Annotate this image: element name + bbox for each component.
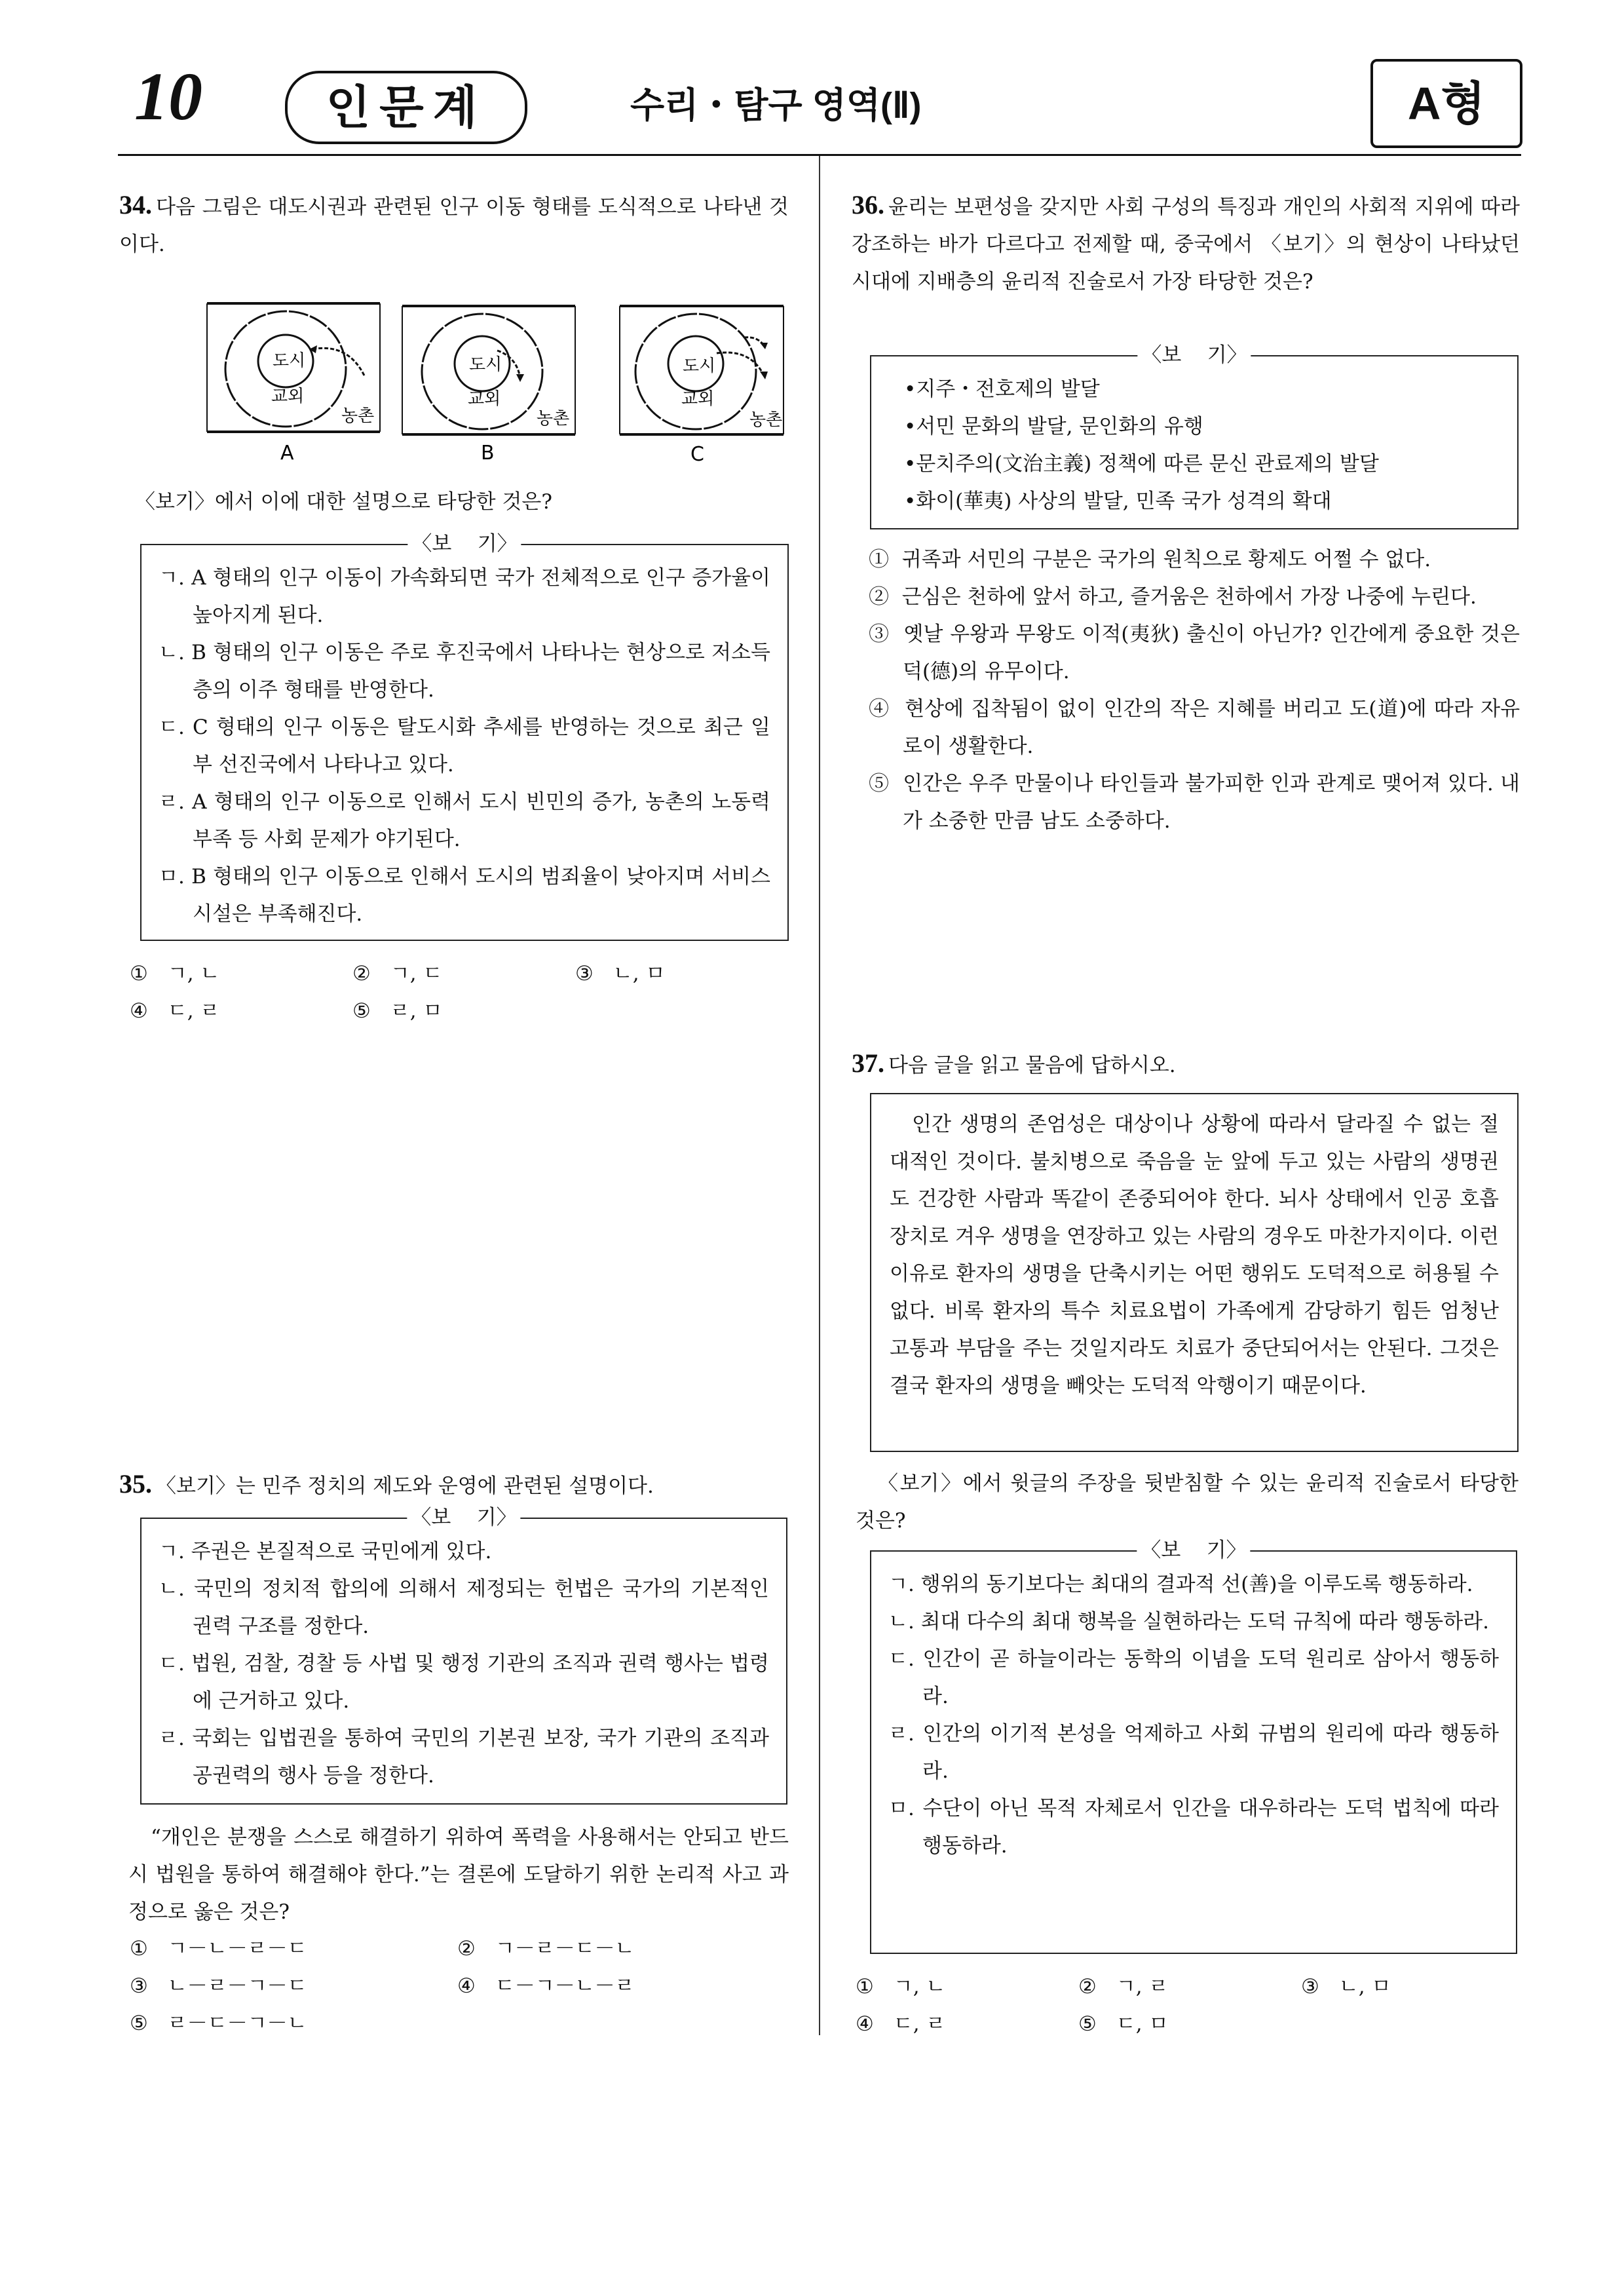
text-span: ㄷ. [159,1652,185,1675]
text-span: ㄷ. [888,1647,915,1671]
column-divider [819,156,820,2035]
text-span: ⑤ [1078,2012,1097,2036]
answer-option-4[interactable] [856,2006,1078,2043]
answer-option-1[interactable] [130,1930,457,1968]
text-span: ② [1078,1975,1097,1999]
text-span: ㄴ. [888,1610,915,1634]
text-span: ㄱ, ㄴ [893,1975,946,1999]
text-span: 인간은 우주 만물이나 타인들과 불가피한 인과 관계로 맺어져 있다. 내가 소중한 만큼 남도 소중하다. [903,772,1520,833]
question-number: 34. [119,190,152,220]
bogi-item: •문치주의(文治主義) 정책에 따른 문신 관료제의 발달 [904,452,1379,476]
text-span: 최대 다수의 최대 행복을 실현하라는 도덕 규칙에 따라 행동하라. [920,1610,1489,1634]
answer-option-1[interactable] [856,1968,1078,2006]
text-span: ① [130,1937,148,1961]
city-label: 도시 [683,356,716,376]
bogi-item [888,1790,1499,1865]
text-span: ③ [1301,1975,1319,1999]
text-span: ㄹ. [159,790,185,814]
question-35-bogi-box [140,1506,787,1805]
question-35-stem [119,1465,789,1505]
question-37-bogi-box [870,1539,1517,1954]
text-span: ⑤ [130,2012,148,2035]
answer-option-3[interactable] [869,616,1520,691]
question-36-stem [852,186,1520,301]
answer-option-4[interactable] [130,993,352,1030]
answer-option-2[interactable] [457,1930,785,1968]
question-34-stem [119,186,789,263]
urban-migration-figure [203,298,786,469]
bogi-item: •서민 문화의 발달, 문인화의 유행 [904,415,1203,438]
bogi-label: 〈보 기〉 [1137,342,1251,368]
panel-a [207,303,380,465]
question-37-passage-box [870,1093,1519,1452]
city-label: 도시 [273,351,306,371]
text-span: ④ [856,2012,874,2036]
text-span: ㄹ, ㅁ [390,999,443,1023]
text-span: ㄷ. [159,716,185,739]
answer-option-2[interactable] [352,955,575,993]
text-span: ⑤ [869,772,890,795]
text-span: ㄹ－ㄷ－ㄱ－ㄴ [167,2012,307,2035]
text-span: ㄴ, ㅁ [613,962,666,985]
text-span: A 형태의 인구 이동이 가속화되면 국가 전체적으로 인구 증가율이 높아지게 된다. [191,566,770,627]
text-span: ③ [575,962,594,985]
text-span: ⑤ [352,999,371,1023]
text-span: ㅁ. [888,1797,915,1820]
suburb-label: 교외 [681,389,715,409]
question-36-options [869,541,1520,840]
bogi-item: •화이(華夷) 사상의 발달, 민족 국가 성격의 확대 [904,489,1332,513]
text-span: ㄴ. [159,641,185,664]
text-span: ㄴ－ㄹ－ㄱ－ㄷ [167,1974,307,1998]
text-span: ① [869,548,889,571]
question-34-bogi-box [140,532,789,941]
text-span: B 형태의 인구 이동으로 인해서 도시의 범죄율이 낮아지며 서비스 시설은 부족해진다. [191,865,770,926]
passage-text: 인간 생명의 존엄성은 대상이나 상황에 따라서 달라질 수 없는 절대적인 것이다. 불치병으로 죽음을 눈 앞에 두고 있는 사람의 생명권도 건강한 사람과 똑같이 존중되어야 한다. 뇌사 상태에서 인공 호흡 장치로 겨우 생명을 연장하고 있는 사람의 경우도 마찬가지이다. 이런 이유로 환자의 생명을 단축시키는 어떤 행위도 도덕적으로 허용될 수 없다. 비록 환자의 특수 치료요법이 가족에게 감당하기 힘든 엄청난 고통과 부담을 주는 것일지라도 치료가 중단되어서는 안된다. 그것은 결국 환자의 생명을 빼앗는 도덕적 악행이기 때문이다. [890,1113,1499,1398]
text-span: B 형태의 인구 이동은 주로 후진국에서 나타나는 현상으로 저소득층의 이주 형태를 반영한다. [191,641,770,702]
bogi-item [159,1533,769,1571]
bogi-item [159,858,770,933]
answer-option-3[interactable] [130,1968,457,2005]
question-35-options [130,1930,785,2042]
text-span: 수단이 아닌 목적 자체로서 인간을 대우하라는 도덕 법칙에 따라 행동하라. [922,1797,1499,1858]
text-span: ㄱ－ㄴ－ㄹ－ㄷ [167,1937,307,1961]
text-span: ② [457,1937,476,1961]
answer-option-2[interactable] [1078,1968,1301,2006]
text-span: ③ [130,1974,148,1998]
bogi-item: •지주・전호제의 발달 [904,377,1100,401]
answer-option-4[interactable] [869,691,1520,765]
answer-option-2[interactable] [869,579,1520,616]
bogi-item [159,634,770,709]
panel-label: A [280,442,294,465]
bogi-item [159,1571,769,1645]
text-span: 국민의 정치적 합의에 의해서 제정되는 헌법은 국가의 기본적인 권력 구조를 정한다. [193,1577,769,1638]
bogi-label: 〈보 기〉 [1137,1537,1250,1563]
text-span: 법원, 검찰, 경찰 등 사법 및 행정 기관의 조직과 권력 행사는 법령에 근거하고 있다. [191,1652,770,1713]
text-span: ㄱ－ㄹ－ㄷ－ㄴ [495,1937,635,1961]
question-34-prompt: 〈보기〉에서 이에 대한 설명으로 타당한 것은? [135,490,552,514]
text-span: ② [869,585,889,609]
exam-type-badge: A형 [1370,59,1522,148]
text-span: ㄴ, ㅁ [1338,1975,1391,1999]
text-span: 주권은 본질적으로 국민에게 있다. [191,1540,492,1563]
question-35-prompt: “개인은 분쟁을 스스로 해결하기 위하여 폭력을 사용해서는 안되고 반드시 법원을 통하여 해결해야 한다.”는 결론에 도달하기 위한 논리적 사고 과정으로 옳은 것은? [128,1826,789,1924]
bogi-item [159,709,770,784]
city-label: 도시 [469,355,502,375]
question-36-bogi-box [870,343,1519,529]
question-37-stem [852,1044,1520,1084]
text-span: ㄱ, ㄹ [1116,1975,1169,1999]
bogi-item [159,560,770,634]
bogi-item [888,1566,1499,1603]
bogi-item [888,1715,1499,1790]
panel-label: C [690,443,704,466]
text-span: ㅁ. [159,865,185,889]
text-span: 귀족과 서민의 구분은 국가의 원칙으로 황제도 어쩔 수 없다. [901,548,1431,571]
stem-text: 윤리는 보편성을 갖지만 사회 구성의 특징과 개인의 사회적 지위에 따라 강조하는 바가 다르다고 전제할 때, 중국에서 〈보기〉의 현상이 나타났던 시대에 지배층의 윤리적 진술로서 가장 타당한 것은? [852,195,1520,294]
bogi-item [888,1603,1499,1641]
page-number: 10 [134,59,202,134]
bogi-item [159,1645,769,1720]
text-span: 옛날 우왕과 무왕도 이적(夷狄) 출신이 아닌가? 인간에게 중요한 것은 덕(德)의 유무이다. [903,622,1520,683]
answer-option-1[interactable] [869,541,1520,579]
bogi-item [159,1720,769,1795]
text-span: ① [856,1975,874,1999]
text-span: ③ [869,622,890,646]
text-span: ㄱ. [159,566,185,590]
answer-option-3[interactable] [575,955,785,993]
text-span: ② [352,962,371,985]
answer-option-3[interactable] [1301,1968,1517,2006]
stem-text: 〈보기〉는 민주 정치의 제도와 운영에 관련된 설명이다. [156,1474,654,1498]
suburb-label: 교외 [271,387,305,406]
bogi-label: 〈보 기〉 [407,531,521,557]
bogi-label: 〈보 기〉 [407,1504,520,1531]
text-span: ㄷ－ㄱ－ㄴ－ㄹ [495,1974,635,1998]
text-span: 행위의 동기보다는 최대의 결과적 선(善)을 이루도록 행동하라. [920,1573,1473,1596]
bogi-item [888,1641,1499,1715]
question-37-prompt: 〈보기〉에서 윗글의 주장을 뒷받침할 수 있는 윤리적 진술로서 타당한 것은? [856,1472,1519,1533]
rural-label: 농촌 [749,410,783,430]
text-span: 인간의 이기적 본성을 억제하고 사회 규범의 원리에 따라 행동하라. [922,1722,1499,1783]
answer-option-5[interactable] [1078,2006,1301,2043]
rural-label: 농촌 [537,409,570,429]
panel-b [402,306,575,465]
text-span: ㄹ. [888,1722,915,1746]
text-span: ㄴ. [159,1577,185,1601]
stem-text: 다음 글을 읽고 물음에 답하시오. [888,1054,1176,1077]
text-span: ㄱ, ㄷ [390,962,443,985]
question-34-options [130,955,785,1030]
text-span: ④ [457,1974,476,1998]
stem-text: 다음 그림은 대도시권과 관련된 인구 이동 형태를 도식적으로 나타낸 것이다. [119,195,789,256]
question-number: 37. [852,1048,884,1078]
text-span: ① [130,962,148,985]
text-span: ㄷ, ㄹ [893,2012,946,2036]
subject-badge: 인문계 [285,71,527,144]
text-span: 국회는 입법권을 통하여 국민의 기본권 보장, 국가 기관의 조직과 공권력의 행사 등을 정한다. [192,1727,769,1788]
question-number: 36. [852,190,884,220]
text-span: A 형태의 인구 이동으로 인해서 도시 빈민의 증가, 농촌의 노동력 부족 등 사회 문제가 야기된다. [192,790,771,851]
question-37-options [856,1968,1517,2043]
panel-label: B [481,442,495,465]
text-span: ④ [869,697,890,721]
text-span: C 형태의 인구 이동은 탈도시화 추세를 반영하는 것으로 최근 일부 선진국에서 나타나고 있다. [193,716,770,776]
rural-label: 농촌 [341,406,375,426]
question-number: 35. [119,1469,152,1499]
answer-option-5[interactable] [869,765,1520,840]
suburb-label: 교외 [468,389,501,409]
panel-c [620,306,784,466]
text-span: 인간이 곧 하늘이라는 동학의 이념을 도덕 원리로 삼아서 행동하라. [922,1647,1499,1708]
answer-option-1[interactable] [130,955,352,993]
text-span: ④ [130,999,148,1023]
answer-option-5[interactable] [130,2005,457,2042]
text-span: 현상에 집착됨이 없이 인간의 작은 지혜를 버리고 도(道)에 따라 자유로이 생활한다. [903,697,1520,758]
text-span: ㄱ, ㄴ [167,962,220,985]
text-span: ㄹ. [159,1727,185,1750]
answer-option-5[interactable] [352,993,575,1030]
text-span: 근심은 천하에 앞서 하고, 즐거움은 천하에서 가장 나중에 누린다. [901,585,1477,609]
text-span: ㄱ. [159,1540,185,1563]
bogi-item [159,784,770,858]
exam-area-title: 수리・탐구 영역(Ⅱ) [630,86,922,125]
text-span: ㄷ, ㅁ [1116,2012,1169,2036]
text-span: ㄷ, ㄹ [167,999,220,1023]
text-span: ㄱ. [888,1573,915,1596]
answer-option-4[interactable] [457,1968,785,2005]
